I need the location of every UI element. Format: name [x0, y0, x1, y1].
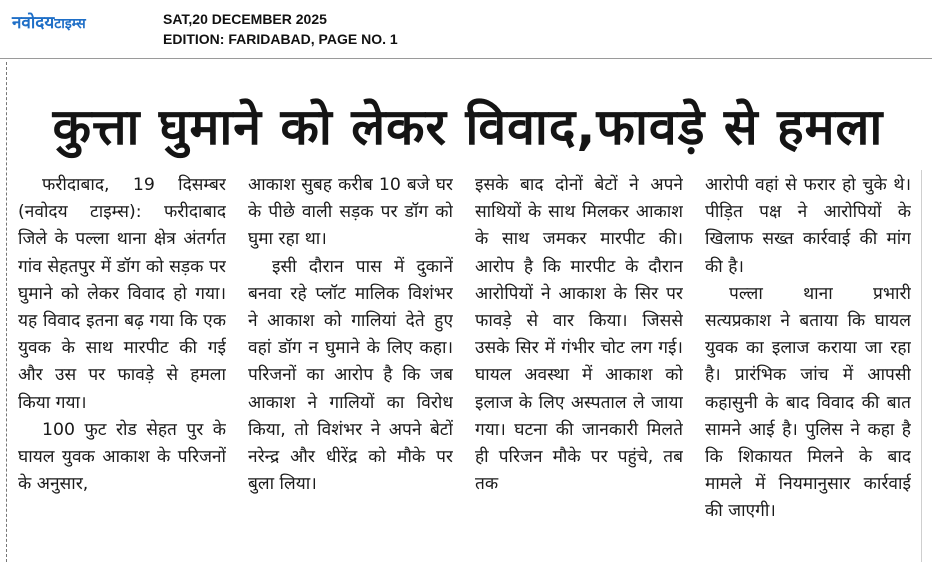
article-headline: कुत्ता घुमाने को लेकर विवाद,फावड़े से हमला	[52, 98, 884, 156]
column-4-paragraph-2: पल्ला थाना प्रभारी सत्यप्रकाश ने बताया कि घायल युवक का इलाज कराया जा रहा है। प्रारंभिक जांच में आपसी कहासुनी के बाद विवाद की बात सामने आई है। पुलिस ने कहा है कि शिकायत मिलने के बाद मामले में नियमानुसार कार्रवाई की जाएगी।	[705, 283, 911, 522]
issue-date: SAT,20 DECEMBER 2025	[163, 11, 327, 27]
article-column-1	[18, 172, 226, 562]
article-column-2	[248, 172, 453, 562]
column-2-paragraph-2: इसी दौरान पास में दुकानें बनवा रहे प्लॉट मालिक विशंभर ने आकाश को गालियां देते हुए वहां डॉग न घुमाने के लिए कहा। परिजनों का आरोप है कि जब आकाश ने गालियों का विरोध किया, तो विशंभर ने अपने बेटों नरेन्द्र और धीरेंद्र को मौके पर बुला लिया।	[248, 256, 453, 495]
newspaper-logo[interactable]	[12, 10, 86, 36]
page-border-dashed	[6, 62, 7, 562]
column-3-paragraph-1: इसके बाद दोनों बेटों ने अपने साथियों के साथ मिलकर आकाश के साथ जमकर मारपीट की। आरोप है कि मारपीट के दौरान आरोपियों ने आकाश के सिर पर फावड़े से वार किया। जिससे उसके सिर में गंभीर चोट लग गई। घायल अवस्था में आकाश को इलाज के लिए अस्पताल ले जाया गया। घटना की जानकारी मिलते ही परिजन मौके पर पहुंचे, तब तक	[475, 175, 683, 495]
logo-sub-text: टाइम्स	[54, 16, 86, 32]
column-1-paragraph-2: 100 फुट रोड सेहत पुर के घायल युवक आकाश के परिजनों के अनुसार,	[18, 419, 226, 495]
column-4-paragraph-1: आरोपी वहां से फरार हो चुके थे। पीड़ित पक्ष ने आरोपियों के खिलाफ सख्त कार्रवाई की मांग की है।	[705, 175, 911, 277]
article-column-4	[705, 172, 911, 562]
edition-page: EDITION: FARIDABAD, PAGE NO. 1	[163, 31, 398, 47]
masthead-bar	[0, 0, 932, 59]
adjacent-column-edge	[921, 170, 932, 562]
logo-main-text: नवोदय	[12, 13, 55, 33]
edition-info	[163, 9, 398, 49]
column-2-paragraph-1: आकाश सुबह करीब 10 बजे घर के पीछे वाली सड़क पर डॉग को घुमा रहा था।	[248, 175, 453, 250]
article-column-3	[475, 172, 683, 562]
column-1-paragraph-1: फरीदाबाद, 19 दिसम्बर (नवोदय टाइम्स): फरीदाबाद जिले के पल्ला थाना क्षेत्र अंतर्गत गांव सेहतपुर में डॉग को सड़क पर घुमाने को लेकर विवाद हो गया। यह विवाद इतना बढ़ गया कि एक युवक के साथ मारपीट की गई और उस पर फावड़े से हमला किया गया।	[18, 175, 226, 413]
